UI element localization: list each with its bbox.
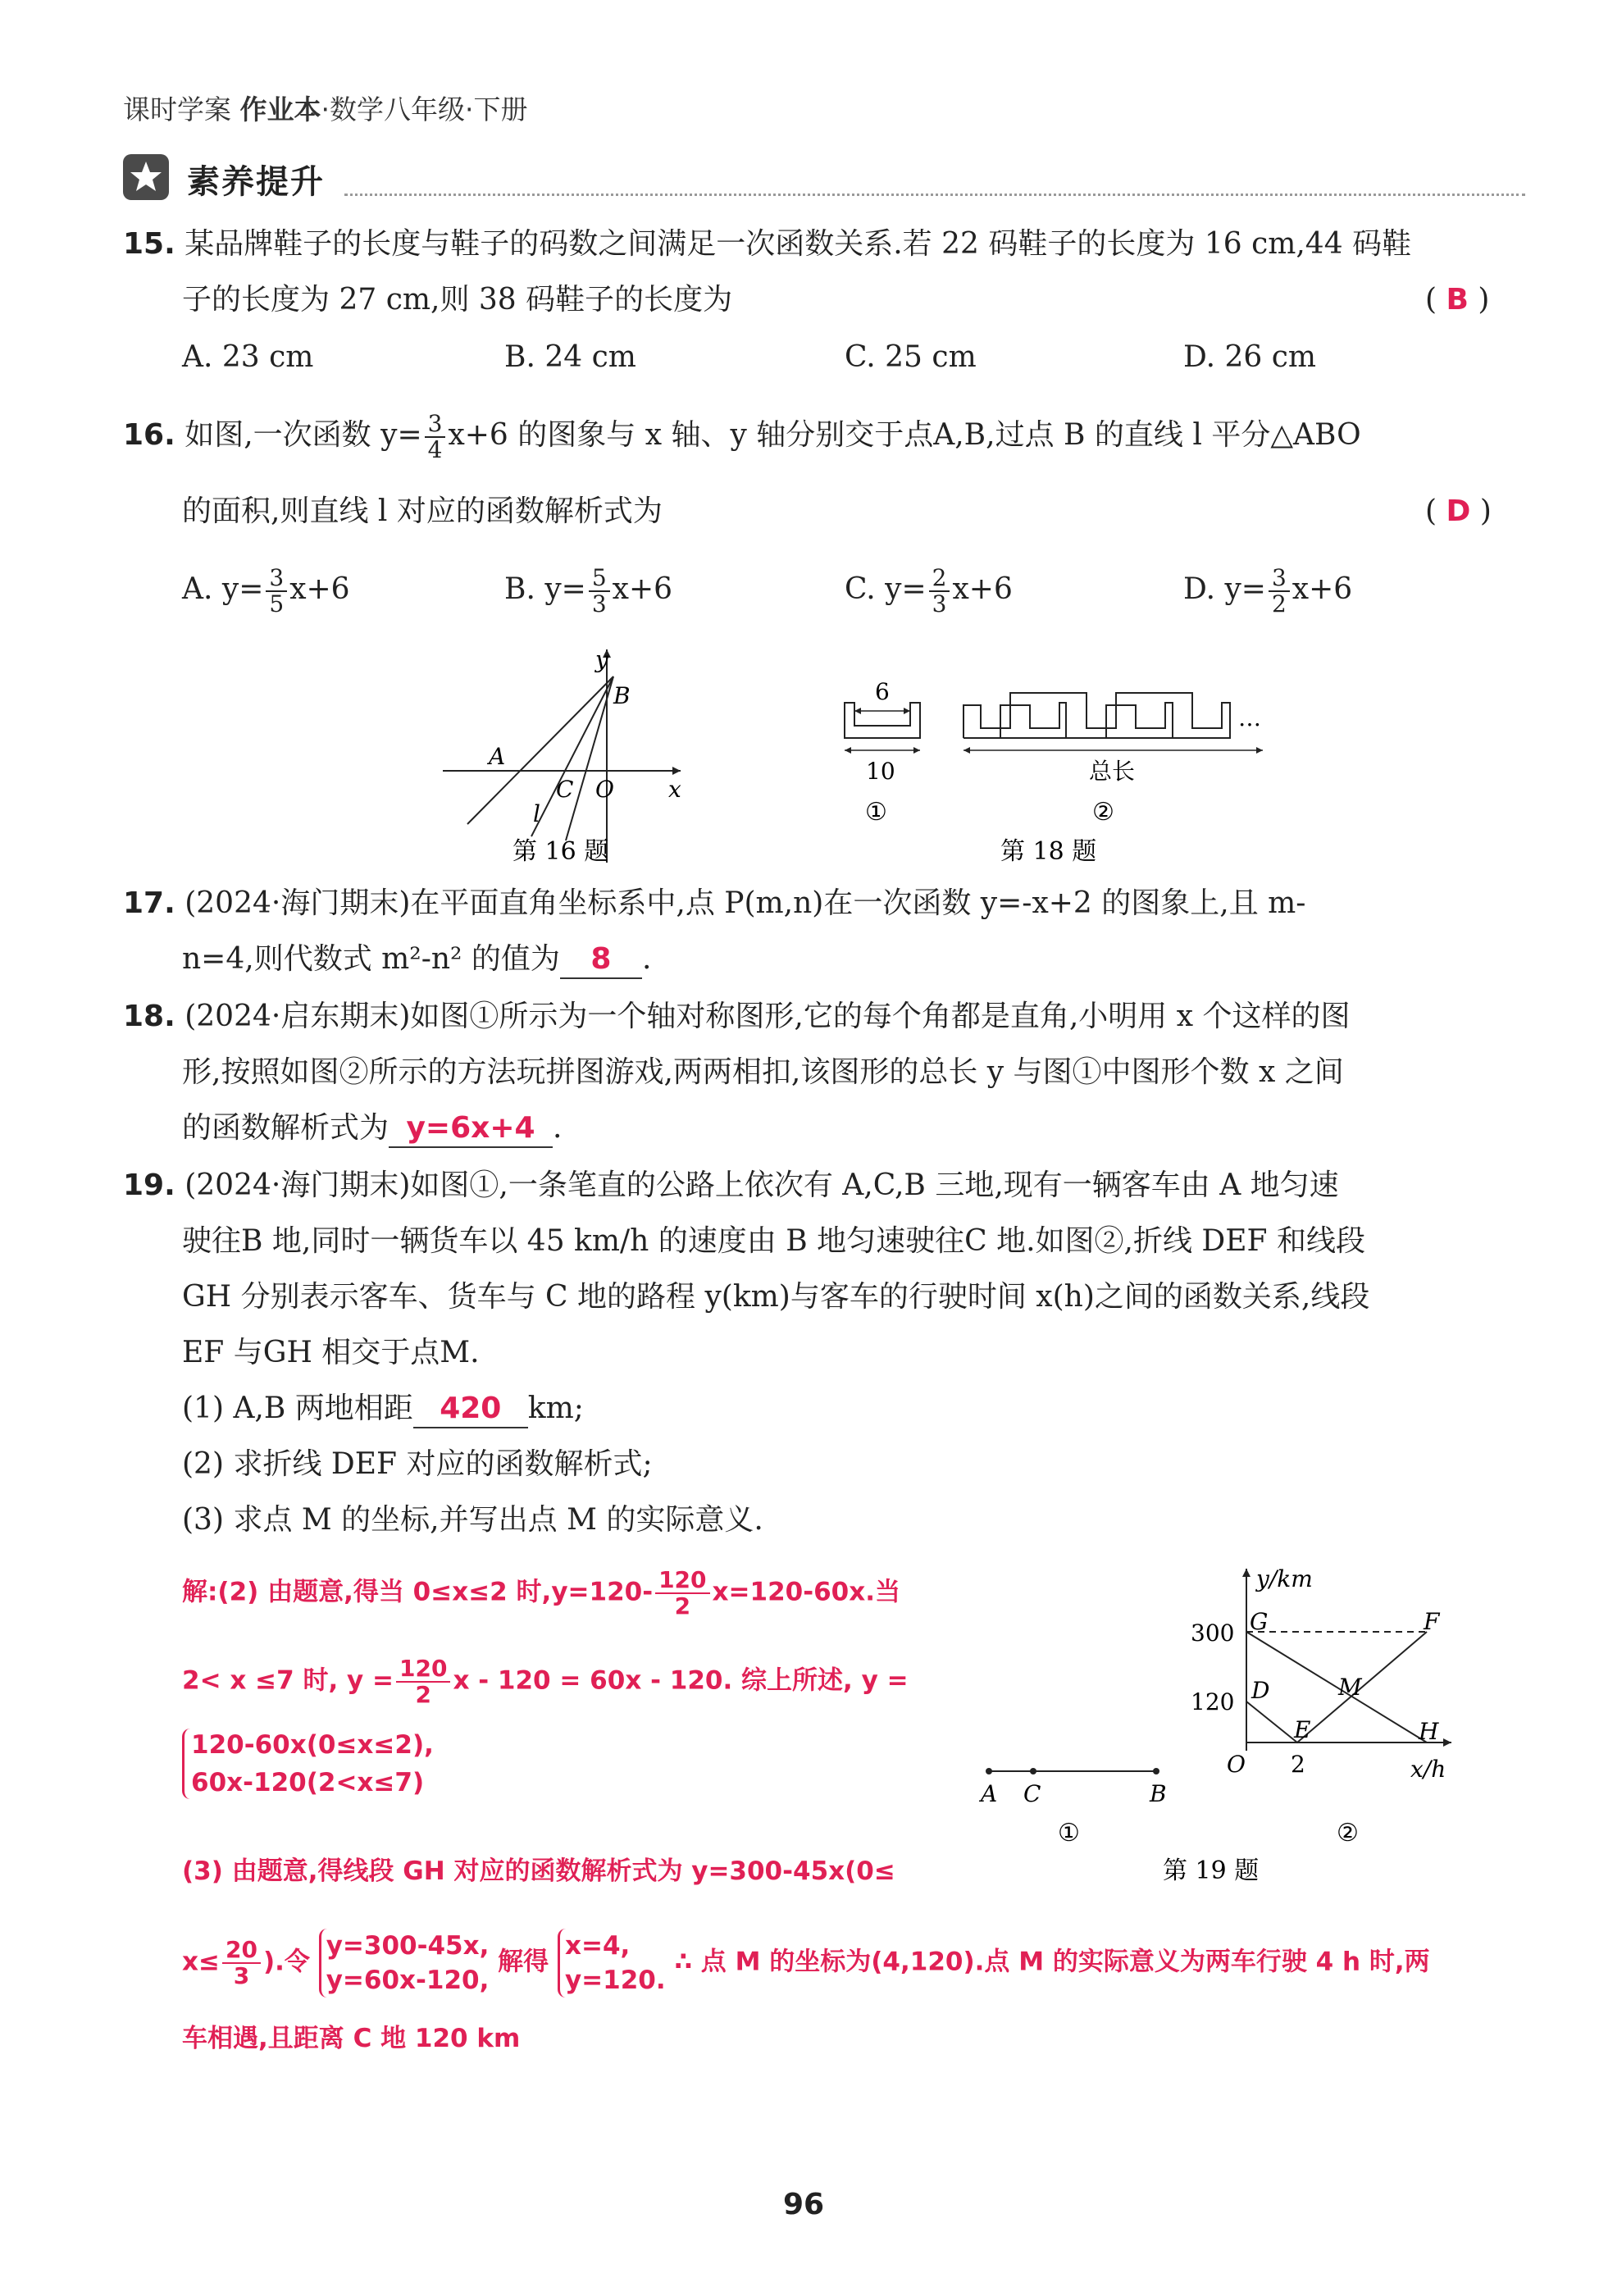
q16-option-b: B. y= $\frac{5}{3}$ x+6	[504, 564, 673, 617]
q19-part1: (1) A,B 两地相距 420 km;	[182, 1391, 584, 1428]
q18-number: 18.	[123, 1000, 175, 1033]
star-icon	[123, 154, 169, 200]
q17-answer: 8	[560, 941, 642, 979]
fig19-F: F	[1424, 1608, 1440, 1635]
fig16-caption: 第 16 题	[512, 837, 609, 866]
fig19-road-B: B	[1150, 1780, 1167, 1807]
q18-line3: 的函数解析式为 y=6x+4 .	[182, 1110, 562, 1148]
header-series: 课时学案	[123, 93, 231, 125]
q19-line4: EF 与GH 相交于点M.	[182, 1336, 480, 1369]
solution-line5: x≤ $\frac{20}{3}$ ).令 y=300-45x, y=60x-120, 解得 x=4, y=120. ∴ 点 M 的坐标为(4,120).点 M 的实际意义为两车行驶 4 h 时,两	[182, 1929, 1430, 1998]
q17-number: 17.	[123, 886, 175, 920]
q16-option-d: D. y= $\frac{3}{2}$ x+6	[1183, 564, 1353, 617]
fig19-O: O	[1227, 1751, 1246, 1778]
solution-system-2: x=4, y=120.	[558, 1929, 666, 1998]
solution-line4: (3) 由题意,得线段 GH 对应的函数解析式为 y=300-45x(0≤	[182, 1856, 895, 1886]
section-banner	[123, 153, 1525, 202]
fig19-xlabel: x/h	[1410, 1756, 1446, 1783]
fig19-road-C: C	[1023, 1780, 1041, 1807]
q18-line2: 形,按照如图②所示的方法玩拼图游戏,两两相扣,该图形的总长 y 与图①中图形个数 x 之间	[182, 1055, 1344, 1089]
q19-part2: (2) 求折线 DEF 对应的函数解析式;	[182, 1447, 653, 1481]
q16-number: 16.	[123, 418, 175, 452]
fig19-D: D	[1251, 1677, 1270, 1704]
q19-text1: (2024·海门期末)如图①,一条笔直的公路上依次有 A,C,B 三地,现有一辆客车由 A 地匀速	[184, 1168, 1339, 1202]
q17-line1	[123, 886, 1305, 922]
q19-line2: 驶往B 地,同时一辆货车以 45 km/h 的速度由 B 地匀速驶往C 地.如图②,折线 DEF 和线段	[182, 1224, 1365, 1258]
fig19-y120: 120	[1191, 1688, 1235, 1715]
fig19-circle-2: ②	[1337, 1819, 1359, 1847]
solution-line2: 2< x ≤7 时, y = $\frac{120}{2}$ x - 120 = 60x - 120. 综上所述, y =	[182, 1655, 909, 1708]
section-title: 素养提升	[187, 163, 325, 201]
fig19-ylabel: y/km	[1256, 1565, 1313, 1592]
q18-answer: y=6x+4	[389, 1110, 553, 1148]
solution-piece-1: 120-60x(0≤x≤2),	[191, 1730, 434, 1760]
q16-option-a: A. y= $\frac{3}{5}$ x+6	[182, 564, 350, 617]
q16-answer-paren: ( D )	[1425, 494, 1492, 528]
q19-number: 19.	[123, 1168, 175, 1202]
fig18-circle-1: ①	[865, 798, 887, 827]
fig19-x2: 2	[1291, 1751, 1305, 1778]
q15-number: 15.	[123, 227, 175, 261]
fig19-y300: 300	[1191, 1620, 1235, 1647]
q18-text1: (2024·启东期末)如图①所示为一个轴对称图形,它的每个角都是直角,小明用 x 个这样的图	[184, 1000, 1351, 1033]
q16-answer: D	[1446, 494, 1471, 528]
q16-option-c: C. y= $\frac{2}{3}$ x+6	[845, 564, 1013, 617]
fig16-label-O: O	[595, 776, 614, 803]
q15-answer-paren: ( B )	[1425, 283, 1490, 317]
solution-piecewise	[182, 1729, 434, 1799]
figure-18	[828, 668, 1320, 869]
solution-system-1: y=300-45x, y=60x-120,	[319, 1929, 490, 1998]
fig18-total-length: 总长	[1089, 758, 1136, 785]
q16-line2: 的面积,则直线 l 对应的函数解析式为	[182, 494, 663, 528]
fig16-label-x: x	[668, 776, 681, 803]
q16-line1	[123, 412, 1361, 462]
fig19-road-A: A	[981, 1780, 998, 1807]
q15-option-a: A. 23 cm	[182, 340, 314, 374]
q16-text-pre: 如图,一次函数 y=	[184, 418, 422, 452]
q15-text1: 某品牌鞋子的长度与鞋子的码数之间满足一次函数关系.若 22 码鞋子的长度为 16 cm,44 码鞋	[184, 227, 1412, 261]
fig16-label-B: B	[613, 682, 631, 709]
fig18-width-10: 10	[866, 758, 895, 785]
fig18-caption: 第 18 题	[1000, 837, 1097, 866]
figure-19	[968, 1554, 1492, 1898]
q18-line1	[123, 999, 1350, 1035]
q15-line1	[123, 226, 1411, 262]
fig16-label-l: l	[533, 800, 540, 827]
q19-part3: (3) 求点 M 的坐标,并写出点 M 的实际意义.	[182, 1503, 763, 1537]
page-number: 96	[783, 2188, 825, 2221]
q19-line1	[123, 1168, 1339, 1204]
fig19-M: M	[1338, 1674, 1362, 1701]
q15-line2: 子的长度为 27 cm,则 38 码鞋子的长度为	[182, 283, 733, 317]
q19-part1-answer: 420	[413, 1391, 528, 1428]
running-header	[123, 89, 527, 127]
fig16-label-y: y	[595, 646, 608, 673]
fig18-circle-2: ②	[1092, 798, 1114, 827]
q15-option-d: D. 26 cm	[1183, 340, 1317, 374]
q16-fraction: $\frac{3}{4}$	[425, 412, 446, 462]
q17-line2: n=4,则代数式 m²-n² 的值为 8 .	[182, 941, 651, 979]
header-subject: ·数学八年级·下册	[321, 93, 528, 125]
fig19-H: H	[1419, 1718, 1439, 1745]
fig19-G: G	[1250, 1608, 1269, 1635]
solution-line6: 车相遇,且距离 C 地 120 km	[182, 2024, 521, 2053]
fig16-label-C: C	[556, 776, 574, 803]
fig19-circle-1: ①	[1058, 1819, 1080, 1847]
fig19-E: E	[1294, 1716, 1311, 1743]
fig18-dots: …	[1238, 704, 1261, 731]
header-book: 作业本	[239, 93, 321, 125]
fig16-label-A: A	[489, 743, 506, 770]
solution-line1: 解:(2) 由题意,得当 0≤x≤2 时,y=120- $\frac{120}{2}$ x=120-60x.当	[182, 1566, 900, 1620]
fig18-width-6: 6	[875, 678, 890, 705]
section-divider	[344, 194, 1525, 196]
q15-option-c: C. 25 cm	[845, 340, 977, 374]
figure-16	[435, 640, 697, 869]
q15-option-b: B. 24 cm	[504, 340, 636, 374]
solution-piece-2: 60x-120(2<x≤7)	[191, 1768, 425, 1797]
q16-text-post: x+6 的图象与 x 轴、y 轴分别交于点A,B,过点 B 的直线 l 平分△ABO	[448, 418, 1361, 452]
q17-text1: (2024·海门期末)在平面直角坐标系中,点 P(m,n)在一次函数 y=-x+2 的图象上,且 m-	[184, 886, 1306, 920]
fig19-caption: 第 19 题	[1163, 1856, 1260, 1885]
q15-answer: B	[1446, 283, 1469, 317]
q19-line3: GH 分别表示客车、货车与 C 地的路程 y(km)与客车的行驶时间 x(h)之间的函数关系,线段	[182, 1280, 1370, 1314]
